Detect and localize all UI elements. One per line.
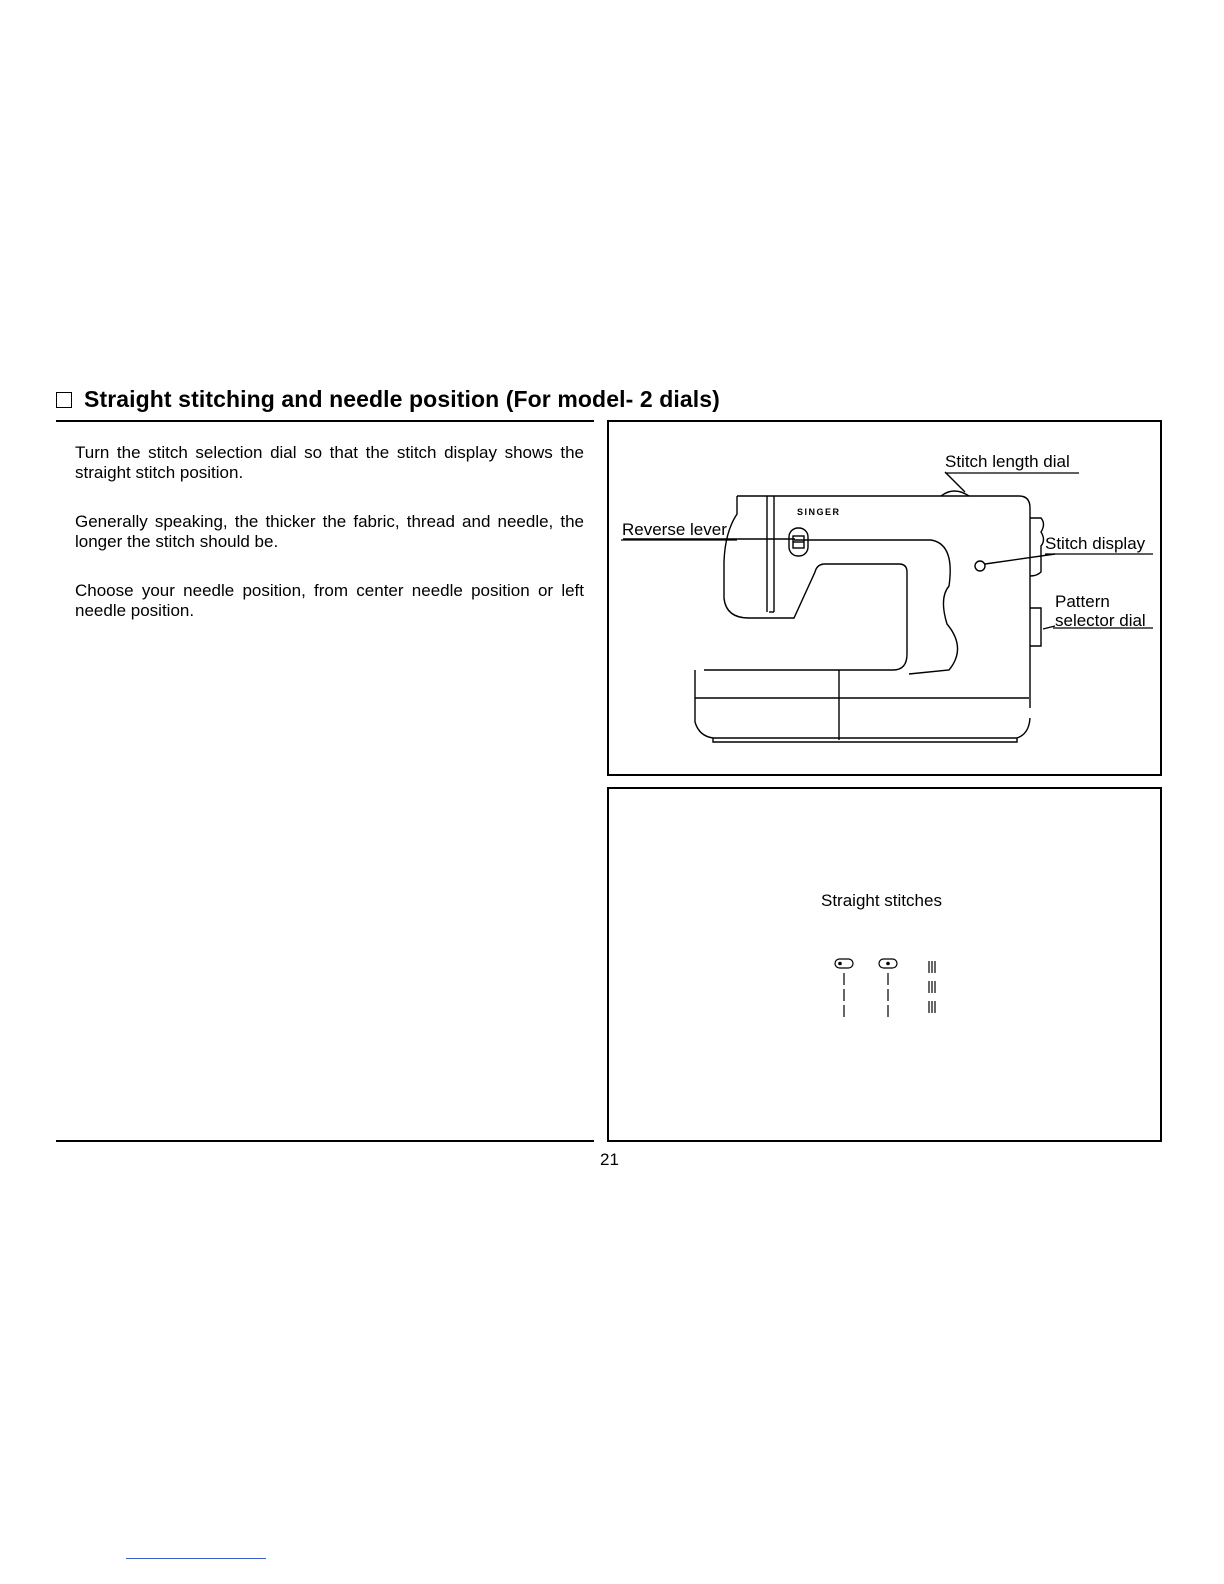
section-heading — [56, 386, 720, 413]
needle-position-symbols — [835, 959, 935, 1017]
footer-divider — [56, 1140, 594, 1142]
link-underline — [126, 1558, 266, 1559]
label-reverse-lever: Reverse lever — [622, 520, 727, 539]
checkbox-square-icon — [56, 392, 72, 408]
straight-stitches-title: Straight stitches — [821, 891, 942, 910]
straight-stitches-illustration — [609, 789, 1160, 1140]
paragraph-stitch-length: Generally speaking, the thicker the fabric, thread and needle, the longer the stitch should be. — [75, 512, 584, 551]
paragraph-needle-position: Choose your needle position, from center needle position or left needle position. — [75, 581, 584, 620]
heading-divider — [56, 420, 594, 422]
straight-stitches-figure — [607, 787, 1162, 1142]
paragraph-stitch-selection: Turn the stitch selection dial so that the stitch display shows the straight stitch position. — [75, 443, 584, 482]
page-number: 21 — [600, 1150, 619, 1169]
label-selector-dial-line2: selector dial — [1055, 611, 1146, 630]
brand-logo-text: SINGER — [797, 507, 841, 517]
label-stitch-display: Stitch display — [1045, 534, 1146, 553]
sewing-machine-illustration — [609, 422, 1160, 774]
sewing-machine-figure — [607, 420, 1162, 776]
label-stitch-length-dial: Stitch length dial — [945, 452, 1070, 471]
label-pattern-line1: Pattern — [1055, 592, 1110, 611]
section-title: Straight stitching and needle position (For model- 2 dials) — [84, 386, 720, 412]
